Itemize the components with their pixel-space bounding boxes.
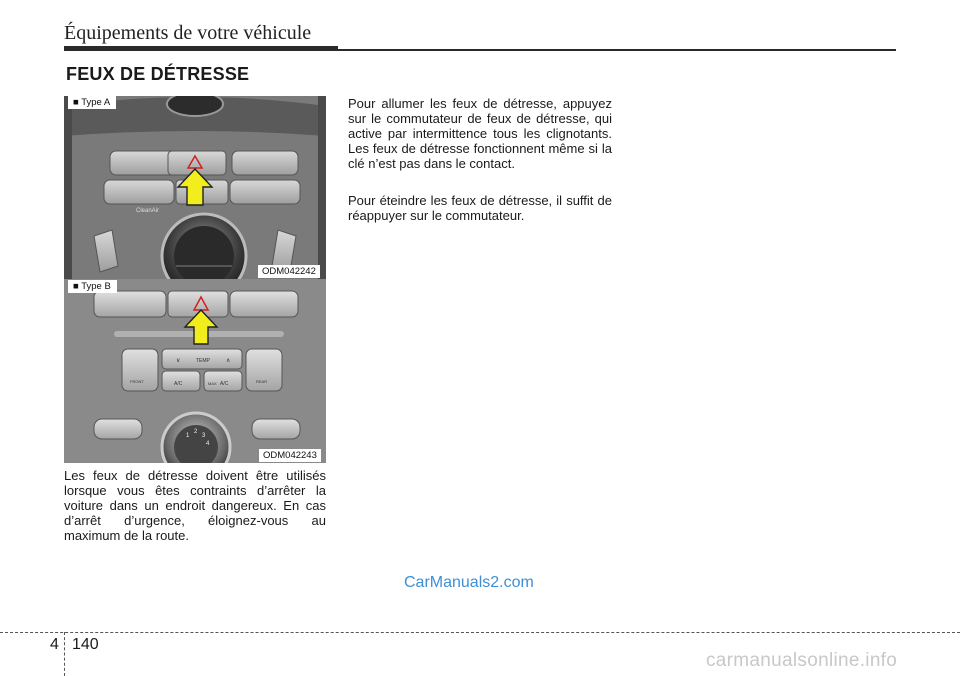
knob-num-4: 4	[206, 441, 210, 447]
figure-type-a	[64, 96, 326, 280]
figure-code-b: ODM042243	[259, 449, 321, 462]
temp-label: TEMP	[196, 358, 210, 364]
chapter-number: 4	[50, 636, 59, 653]
footer-rule	[0, 632, 960, 633]
header-title: Équipements de votre véhicule	[64, 22, 312, 44]
footer-site-link[interactable]: carmanualsonline.info	[706, 650, 898, 671]
dashboard-photo-b	[64, 279, 326, 463]
front-label: FRONT	[130, 379, 144, 384]
header-rule-thin	[338, 49, 896, 51]
section-title: FEUX DE DÉTRESSE	[66, 64, 250, 84]
ac-label: A/C	[174, 381, 183, 387]
rear-label: REAR	[256, 379, 268, 384]
paragraph-turn-on: Pour allumer les feux de détresse, appuyez sur le commutateur de feux de détresse, qui active par intermittence tous les clignotants. Les feux de détresse fonctionnent même si la clé n’est pas dans le contact.	[348, 96, 612, 171]
svg-text:∧: ∧	[226, 358, 231, 364]
knob-num-1: 1	[186, 433, 190, 439]
watermark-link[interactable]: CarManuals2.com	[404, 574, 534, 591]
footer-divider	[64, 632, 65, 676]
knob-num-3: 3	[202, 433, 206, 439]
page-number: 140	[72, 636, 99, 653]
max-label: MAX	[208, 381, 217, 386]
svg-text:∨: ∨	[176, 358, 181, 364]
knob-num-2: 2	[194, 429, 198, 435]
figure-tag-b: ■ Type B	[68, 280, 117, 293]
recirc-ac-label: A/C	[220, 381, 229, 387]
cleanair-label: CleanAir	[136, 208, 160, 214]
figure-code-a: ODM042242	[258, 265, 320, 278]
header-rule	[64, 46, 338, 51]
figure-tag-a: ■ Type A	[68, 96, 116, 109]
dashboard-photo-a	[64, 96, 326, 280]
paragraph-turn-off: Pour éteindre les feux de détresse, il suffit de réappuyer sur le commutateur.	[348, 193, 612, 223]
paragraph-usage: Les feux de détresse doivent être utilisés lorsque vous êtes contraints d’arrêter la voiture dans un endroit dangereux. En cas d’arrêt d’urgence, éloignez-vous au maximum de la route.	[64, 468, 326, 543]
figure-type-b	[64, 279, 326, 463]
